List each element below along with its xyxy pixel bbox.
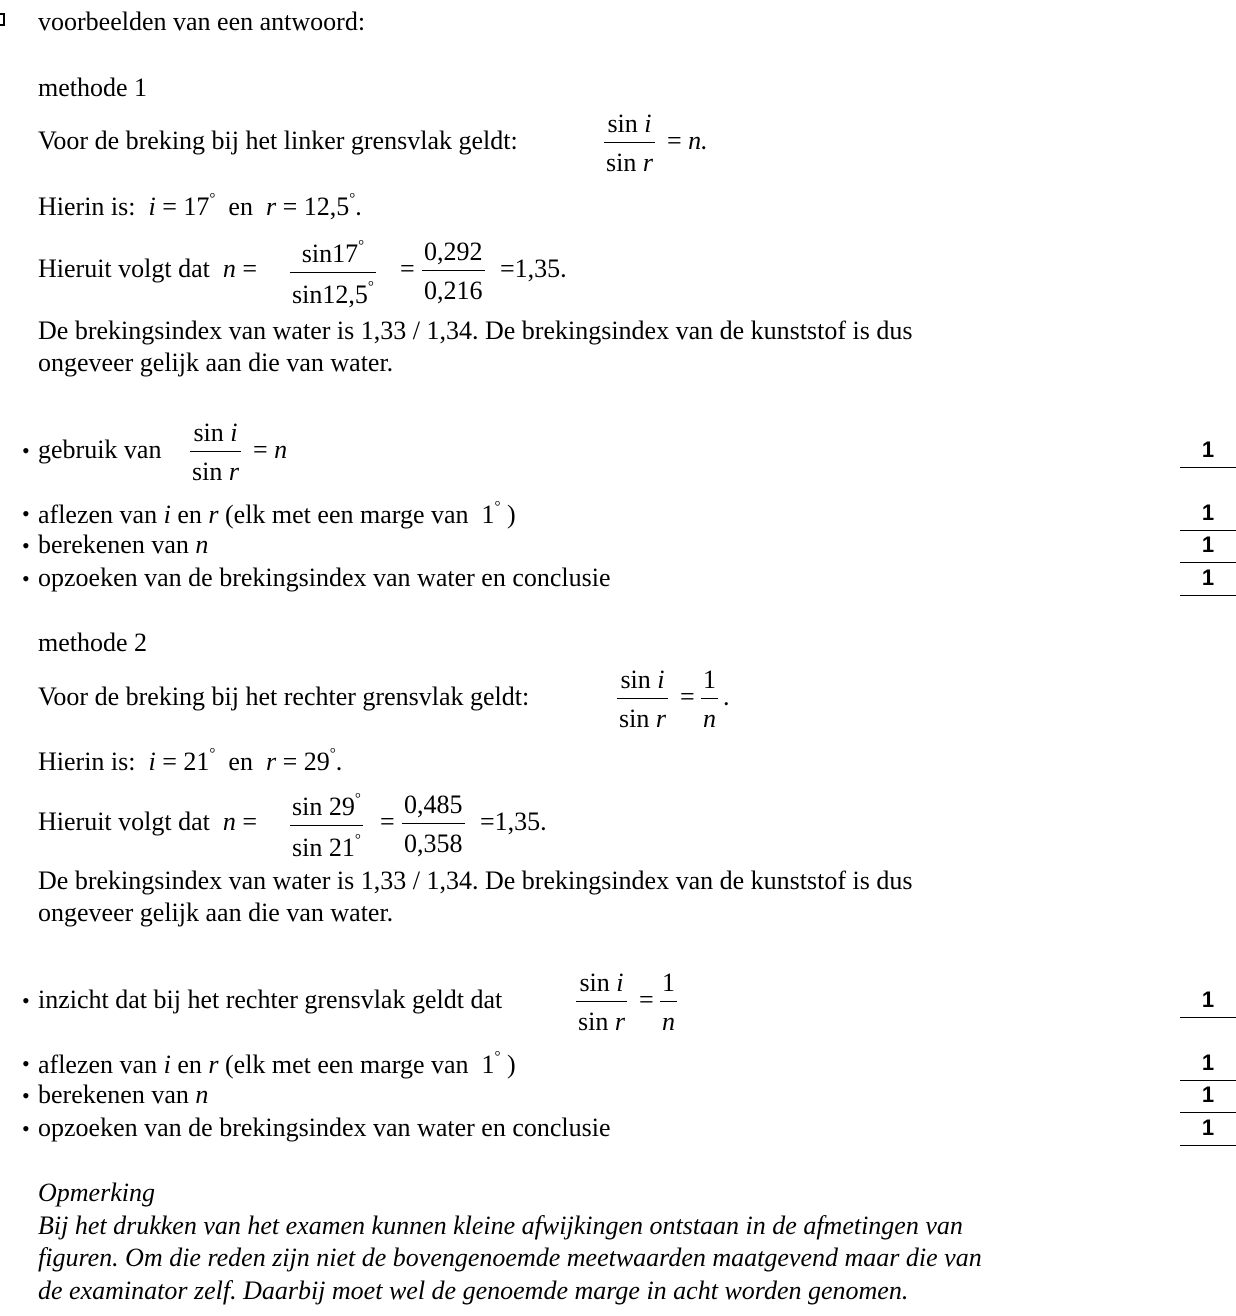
method-1-result: =1,35. [500,254,567,283]
bullet: • [22,988,30,1013]
snell-fraction: $\frac{\text{sin i}}{\text{sin r}}$ [619,665,666,733]
remark-line-3: de examinator zelf. Daarbij moet wel de genoemde marge in acht worden genomen. [38,1276,909,1305]
score-point: 1 [1180,1117,1236,1146]
method-2-result: =1,35. [480,807,547,836]
fraction-sin29: $\frac{\sin 29^\circ}{\sin 21^\circ}$ [292,791,361,862]
scoring-2-item-2: aflezen van i en r (elk met een marge van 1° ) [38,1049,516,1079]
method-1-title: methode 1 [38,73,148,102]
method-2-derivation: Hieruit volgt dat n = [38,807,258,836]
fraction-one-over-n: $\frac{1}{n}$ [662,968,675,1036]
bullet: • [22,1116,30,1141]
snell-n: = n [253,435,288,464]
bullet: • [22,533,30,558]
remark-title: Opmerking [38,1178,155,1207]
equals-sign: = [680,682,695,711]
score-point: 1 [1180,1084,1236,1113]
bullet: • [22,501,30,526]
scoring-1-item-4: opzoeken van de brekingsindex van water en conclusie [38,563,611,592]
scoring-2-item-4: opzoeken van de brekingsindex van water en conclusie [38,1113,611,1142]
method-1-water-line2: ongeveer gelijk aan die van water. [38,348,394,377]
fraction-values: $\frac{0,485}{0,358}$ [404,790,463,858]
method-1-law-text: Voor de breking bij het linker grensvlak geldt: [38,126,518,155]
method-2-given: Hierin is: i = 21° en r = 29°. [38,746,343,776]
method-2-water-line2: ongeveer gelijk aan die van water. [38,898,394,927]
score-point: 1 [1180,989,1236,1018]
method-1-water-line1: De brekingsindex van water is 1,33 / 1,34. De brekingsindex van de kunststof is dus [38,316,913,345]
snell-result: = n. [667,126,708,155]
equals-sign: = [400,254,415,283]
scoring-1-item-2: aflezen van i en r (elk met een marge van 1° ) [38,499,516,529]
scoring-2-item-1: inzicht dat bij het rechter grensvlak geldt dat [38,985,503,1014]
equals-sign: = [380,807,395,836]
bullet: • [22,1051,30,1076]
snell-fraction: $\frac{\text{sin i}}{\text{sin r}}$ [606,109,653,177]
checkbox-icon [0,13,5,26]
method-2-water-line1: De brekingsindex van water is 1,33 / 1,34. De brekingsindex van de kunststof is dus [38,866,913,895]
snell-fraction-small: $\frac{\text{sin i}}{\text{sin r}}$ [192,418,239,486]
method-1-derivation: Hieruit volgt dat n = [38,254,258,283]
fraction-values: $\frac{0,292}{0,216}$ [424,237,483,305]
method-1-given: Hierin is: i = 17° en r = 12,5°. [38,191,362,221]
method-2-title: methode 2 [38,628,148,657]
scoring-1-item-1: gebruik van [38,435,162,464]
fraction-sin17: $\frac{\sin 17^\circ}{\sin 12,5^\circ}$ [292,238,374,309]
period: . [723,682,730,711]
score-point: 1 [1180,567,1236,596]
scoring-2-item-3: berekenen van n [38,1080,209,1109]
remark-line-1: Bij het drukken van het examen kunnen kleine afwijkingen ontstaan in de afmetingen van [38,1211,963,1240]
scoring-1-item-3: berekenen van n [38,530,209,559]
bullet: • [22,1083,30,1108]
equals-sign: = [639,985,654,1014]
bullet: • [22,566,30,591]
bullet: • [22,438,30,463]
method-2-law-text: Voor de breking bij het rechter grensvlak geldt: [38,682,530,711]
score-point: 1 [1180,1052,1236,1081]
snell-fraction: $\frac{\text{sin i}}{\text{sin r}}$ [578,968,625,1036]
fraction-one-over-n: $\frac{1}{n}$ [703,665,716,733]
remark-line-2: figuren. Om die reden zijn niet de bovengenoemde meetwaarden maatgevend maar die van [38,1243,982,1272]
score-point: 1 [1180,502,1236,531]
score-point: 1 [1180,439,1236,468]
score-point: 1 [1180,534,1236,563]
intro-text: voorbeelden van een antwoord: [38,7,366,36]
